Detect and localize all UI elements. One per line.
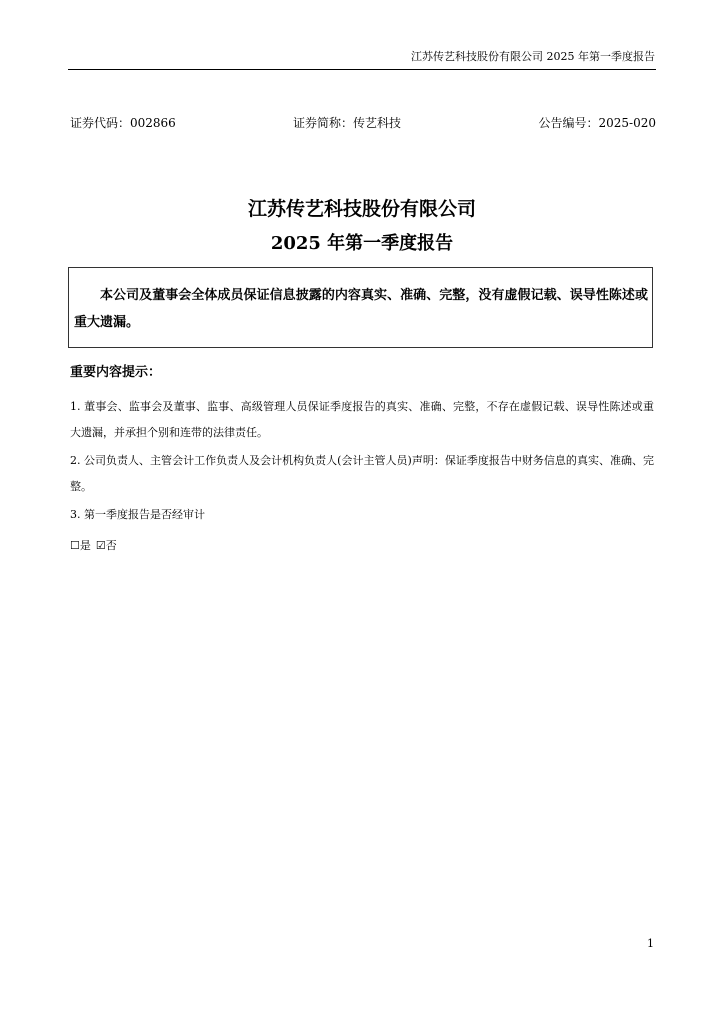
notice-item-2: 2. 公司负责人、主管会计工作负责人及会计机构负责人(会计主管人员)声明：保证季度报告中财务信息的真实、准确、完整。 — [70, 454, 654, 493]
important-notice-heading: 重要内容提示： — [70, 365, 162, 380]
notice-item-1: 1. 董事会、监事会及董事、监事、高级管理人员保证季度报告的真实、准确、完整，不存在虚假记载、误导性陈述或重大遗漏，并承担个别和连带的法律责任。 — [70, 400, 654, 439]
security-code: 证券代码：002866 — [70, 116, 176, 130]
disclosure-statement-box — [68, 267, 653, 348]
running-header: 江苏传艺科技股份有限公司 2025 年第一季度报告 — [411, 50, 655, 63]
page-number: 1 — [647, 937, 654, 950]
audit-yes-checkbox: ☐是 — [70, 539, 91, 552]
security-info-row — [70, 115, 656, 131]
header-divider — [68, 69, 656, 70]
audit-no-checkbox: ☑否 — [95, 539, 117, 552]
company-title: 江苏传艺科技股份有限公司 — [247, 198, 476, 220]
audit-options — [70, 533, 117, 559]
report-title: 2025 年第一季度报告 — [270, 233, 454, 254]
security-short-name: 证券简称：传艺科技 — [293, 116, 402, 130]
notice-item-3: 3. 第一季度报告是否经审计 — [70, 508, 205, 521]
announcement-number: 公告编号：2025-020 — [538, 116, 656, 130]
disclosure-statement: 本公司及董事会全体成员保证信息披露的内容真实、准确、完整，没有虚假记载、误导性陈述或重大遗漏。 — [74, 288, 648, 330]
